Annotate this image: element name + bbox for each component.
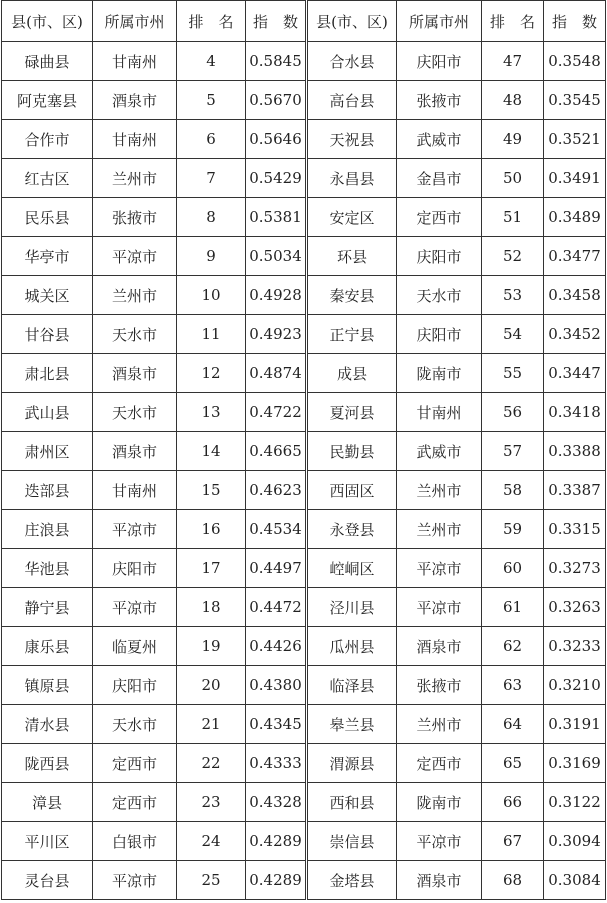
cell-city-right: 武威市 bbox=[397, 120, 482, 159]
cell-rank-left: 10 bbox=[177, 276, 246, 315]
cell-city-right: 平凉市 bbox=[397, 549, 482, 588]
cell-index-left: 0.5845 bbox=[246, 42, 307, 81]
cell-rank-right: 56 bbox=[482, 393, 544, 432]
header-city-left: 所属市州 bbox=[93, 1, 177, 42]
cell-city-left: 定西市 bbox=[93, 744, 177, 783]
cell-index-left: 0.4722 bbox=[246, 393, 307, 432]
cell-rank-right: 66 bbox=[482, 783, 544, 822]
cell-city-left: 平凉市 bbox=[93, 237, 177, 276]
table-row bbox=[2, 588, 606, 627]
cell-index-right: 0.3210 bbox=[544, 666, 606, 705]
table-row bbox=[2, 861, 606, 900]
table-row bbox=[2, 276, 606, 315]
cell-county-left: 平川区 bbox=[2, 822, 93, 861]
cell-city-right: 甘南州 bbox=[397, 393, 482, 432]
header-county-left: 县(市、区) bbox=[2, 1, 93, 42]
cell-rank-right: 68 bbox=[482, 861, 544, 900]
cell-city-right: 平凉市 bbox=[397, 822, 482, 861]
table-row bbox=[2, 42, 606, 81]
cell-county-left: 城关区 bbox=[2, 276, 93, 315]
cell-index-right: 0.3084 bbox=[544, 861, 606, 900]
cell-city-right: 酒泉市 bbox=[397, 627, 482, 666]
cell-county-left: 肃州区 bbox=[2, 432, 93, 471]
cell-rank-left: 25 bbox=[177, 861, 246, 900]
cell-city-left: 甘南州 bbox=[93, 471, 177, 510]
table-row bbox=[2, 549, 606, 588]
cell-county-right: 高台县 bbox=[307, 81, 397, 120]
cell-county-left: 灵台县 bbox=[2, 861, 93, 900]
cell-rank-right: 59 bbox=[482, 510, 544, 549]
cell-rank-right: 61 bbox=[482, 588, 544, 627]
cell-city-left: 酒泉市 bbox=[93, 432, 177, 471]
cell-city-right: 平凉市 bbox=[397, 588, 482, 627]
cell-city-left: 甘南州 bbox=[93, 120, 177, 159]
cell-rank-left: 11 bbox=[177, 315, 246, 354]
cell-rank-right: 58 bbox=[482, 471, 544, 510]
cell-index-right: 0.3491 bbox=[544, 159, 606, 198]
cell-county-right: 西和县 bbox=[307, 783, 397, 822]
cell-index-left: 0.4497 bbox=[246, 549, 307, 588]
cell-index-right: 0.3263 bbox=[544, 588, 606, 627]
table-row bbox=[2, 159, 606, 198]
cell-county-right: 秦安县 bbox=[307, 276, 397, 315]
cell-index-right: 0.3452 bbox=[544, 315, 606, 354]
cell-index-right: 0.3548 bbox=[544, 42, 606, 81]
table-row bbox=[2, 120, 606, 159]
cell-index-right: 0.3233 bbox=[544, 627, 606, 666]
cell-county-right: 永登县 bbox=[307, 510, 397, 549]
cell-rank-left: 23 bbox=[177, 783, 246, 822]
header-index-left: 指 数 bbox=[246, 1, 307, 42]
cell-county-left: 华亭市 bbox=[2, 237, 93, 276]
cell-county-left: 清水县 bbox=[2, 705, 93, 744]
cell-city-right: 酒泉市 bbox=[397, 861, 482, 900]
cell-index-left: 0.4426 bbox=[246, 627, 307, 666]
cell-county-left: 阿克塞县 bbox=[2, 81, 93, 120]
cell-index-left: 0.4534 bbox=[246, 510, 307, 549]
cell-index-right: 0.3169 bbox=[544, 744, 606, 783]
cell-index-right: 0.3447 bbox=[544, 354, 606, 393]
table-header bbox=[2, 1, 606, 42]
cell-county-right: 正宁县 bbox=[307, 315, 397, 354]
cell-rank-left: 24 bbox=[177, 822, 246, 861]
cell-rank-left: 7 bbox=[177, 159, 246, 198]
cell-city-right: 庆阳市 bbox=[397, 237, 482, 276]
table-row bbox=[2, 783, 606, 822]
cell-city-left: 天水市 bbox=[93, 705, 177, 744]
cell-city-right: 金昌市 bbox=[397, 159, 482, 198]
cell-city-left: 甘南州 bbox=[93, 42, 177, 81]
cell-county-left: 陇西县 bbox=[2, 744, 93, 783]
cell-city-left: 酒泉市 bbox=[93, 81, 177, 120]
cell-city-left: 庆阳市 bbox=[93, 549, 177, 588]
cell-county-left: 漳县 bbox=[2, 783, 93, 822]
cell-city-right: 张掖市 bbox=[397, 81, 482, 120]
cell-rank-left: 17 bbox=[177, 549, 246, 588]
table-row bbox=[2, 81, 606, 120]
cell-county-right: 天祝县 bbox=[307, 120, 397, 159]
cell-index-right: 0.3122 bbox=[544, 783, 606, 822]
header-rank-right: 排 名 bbox=[482, 1, 544, 42]
cell-rank-right: 57 bbox=[482, 432, 544, 471]
cell-county-right: 泾川县 bbox=[307, 588, 397, 627]
cell-rank-left: 16 bbox=[177, 510, 246, 549]
header-rank-left: 排 名 bbox=[177, 1, 246, 42]
cell-rank-right: 49 bbox=[482, 120, 544, 159]
cell-rank-left: 9 bbox=[177, 237, 246, 276]
cell-rank-left: 12 bbox=[177, 354, 246, 393]
cell-index-right: 0.3315 bbox=[544, 510, 606, 549]
cell-county-right: 民勤县 bbox=[307, 432, 397, 471]
cell-city-left: 白银市 bbox=[93, 822, 177, 861]
table-row bbox=[2, 315, 606, 354]
cell-city-left: 平凉市 bbox=[93, 588, 177, 627]
cell-rank-right: 50 bbox=[482, 159, 544, 198]
ranking-table bbox=[1, 0, 606, 900]
cell-rank-right: 53 bbox=[482, 276, 544, 315]
header-county-right: 县(市、区) bbox=[307, 1, 397, 42]
cell-county-left: 民乐县 bbox=[2, 198, 93, 237]
table-row bbox=[2, 354, 606, 393]
table-row bbox=[2, 666, 606, 705]
cell-rank-left: 18 bbox=[177, 588, 246, 627]
cell-index-right: 0.3458 bbox=[544, 276, 606, 315]
cell-county-left: 华池县 bbox=[2, 549, 93, 588]
table-row bbox=[2, 393, 606, 432]
cell-county-right: 永昌县 bbox=[307, 159, 397, 198]
cell-rank-left: 22 bbox=[177, 744, 246, 783]
cell-city-left: 平凉市 bbox=[93, 510, 177, 549]
table-row bbox=[2, 237, 606, 276]
cell-index-right: 0.3418 bbox=[544, 393, 606, 432]
cell-index-right: 0.3191 bbox=[544, 705, 606, 744]
cell-rank-right: 48 bbox=[482, 81, 544, 120]
cell-index-left: 0.4665 bbox=[246, 432, 307, 471]
header-index-right: 指 数 bbox=[544, 1, 606, 42]
cell-index-left: 0.4328 bbox=[246, 783, 307, 822]
cell-index-left: 0.5381 bbox=[246, 198, 307, 237]
cell-city-right: 天水市 bbox=[397, 276, 482, 315]
table-row bbox=[2, 744, 606, 783]
cell-county-right: 成县 bbox=[307, 354, 397, 393]
cell-county-right: 渭源县 bbox=[307, 744, 397, 783]
cell-city-left: 天水市 bbox=[93, 393, 177, 432]
cell-county-right: 夏河县 bbox=[307, 393, 397, 432]
cell-county-right: 崆峒区 bbox=[307, 549, 397, 588]
table-row bbox=[2, 627, 606, 666]
cell-county-right: 崇信县 bbox=[307, 822, 397, 861]
cell-rank-right: 65 bbox=[482, 744, 544, 783]
cell-city-left: 兰州市 bbox=[93, 276, 177, 315]
cell-rank-right: 51 bbox=[482, 198, 544, 237]
table-row bbox=[2, 510, 606, 549]
cell-city-left: 庆阳市 bbox=[93, 666, 177, 705]
cell-index-right: 0.3273 bbox=[544, 549, 606, 588]
cell-rank-left: 5 bbox=[177, 81, 246, 120]
cell-index-right: 0.3521 bbox=[544, 120, 606, 159]
cell-rank-left: 8 bbox=[177, 198, 246, 237]
cell-city-left: 兰州市 bbox=[93, 159, 177, 198]
cell-rank-left: 21 bbox=[177, 705, 246, 744]
table-row bbox=[2, 471, 606, 510]
cell-county-right: 环县 bbox=[307, 237, 397, 276]
cell-index-left: 0.4289 bbox=[246, 861, 307, 900]
cell-rank-right: 63 bbox=[482, 666, 544, 705]
cell-city-left: 临夏州 bbox=[93, 627, 177, 666]
cell-city-right: 定西市 bbox=[397, 198, 482, 237]
cell-rank-right: 54 bbox=[482, 315, 544, 354]
cell-rank-left: 6 bbox=[177, 120, 246, 159]
cell-index-left: 0.5429 bbox=[246, 159, 307, 198]
cell-index-left: 0.4472 bbox=[246, 588, 307, 627]
cell-county-right: 瓜州县 bbox=[307, 627, 397, 666]
cell-rank-left: 19 bbox=[177, 627, 246, 666]
cell-index-right: 0.3388 bbox=[544, 432, 606, 471]
cell-index-right: 0.3094 bbox=[544, 822, 606, 861]
cell-city-left: 平凉市 bbox=[93, 861, 177, 900]
table-row bbox=[2, 705, 606, 744]
cell-county-right: 安定区 bbox=[307, 198, 397, 237]
cell-rank-left: 20 bbox=[177, 666, 246, 705]
cell-city-left: 天水市 bbox=[93, 315, 177, 354]
cell-county-right: 皋兰县 bbox=[307, 705, 397, 744]
table-body bbox=[2, 42, 606, 900]
cell-county-right: 合水县 bbox=[307, 42, 397, 81]
cell-rank-right: 62 bbox=[482, 627, 544, 666]
cell-city-left: 张掖市 bbox=[93, 198, 177, 237]
cell-rank-right: 47 bbox=[482, 42, 544, 81]
cell-index-right: 0.3477 bbox=[544, 237, 606, 276]
table-row bbox=[2, 198, 606, 237]
cell-index-right: 0.3545 bbox=[544, 81, 606, 120]
cell-county-left: 合作市 bbox=[2, 120, 93, 159]
cell-county-right: 金塔县 bbox=[307, 861, 397, 900]
cell-city-right: 张掖市 bbox=[397, 666, 482, 705]
table-row bbox=[2, 432, 606, 471]
cell-county-left: 碌曲县 bbox=[2, 42, 93, 81]
cell-county-left: 武山县 bbox=[2, 393, 93, 432]
cell-rank-left: 14 bbox=[177, 432, 246, 471]
cell-county-left: 镇原县 bbox=[2, 666, 93, 705]
cell-county-left: 甘谷县 bbox=[2, 315, 93, 354]
cell-index-right: 0.3489 bbox=[544, 198, 606, 237]
cell-county-left: 迭部县 bbox=[2, 471, 93, 510]
cell-rank-right: 52 bbox=[482, 237, 544, 276]
cell-index-left: 0.4623 bbox=[246, 471, 307, 510]
table-row bbox=[2, 822, 606, 861]
cell-city-right: 庆阳市 bbox=[397, 315, 482, 354]
cell-city-right: 定西市 bbox=[397, 744, 482, 783]
cell-city-right: 兰州市 bbox=[397, 510, 482, 549]
cell-county-left: 庄浪县 bbox=[2, 510, 93, 549]
cell-county-left: 肃北县 bbox=[2, 354, 93, 393]
cell-county-left: 静宁县 bbox=[2, 588, 93, 627]
cell-rank-left: 13 bbox=[177, 393, 246, 432]
header-city-right: 所属市州 bbox=[397, 1, 482, 42]
cell-index-left: 0.5646 bbox=[246, 120, 307, 159]
cell-county-left: 康乐县 bbox=[2, 627, 93, 666]
cell-index-left: 0.4380 bbox=[246, 666, 307, 705]
cell-index-left: 0.4289 bbox=[246, 822, 307, 861]
cell-index-left: 0.4928 bbox=[246, 276, 307, 315]
cell-city-right: 兰州市 bbox=[397, 705, 482, 744]
cell-index-left: 0.4874 bbox=[246, 354, 307, 393]
cell-index-left: 0.5670 bbox=[246, 81, 307, 120]
cell-city-right: 武威市 bbox=[397, 432, 482, 471]
cell-city-left: 定西市 bbox=[93, 783, 177, 822]
cell-index-left: 0.4345 bbox=[246, 705, 307, 744]
cell-rank-right: 64 bbox=[482, 705, 544, 744]
cell-index-left: 0.4923 bbox=[246, 315, 307, 354]
cell-index-left: 0.4333 bbox=[246, 744, 307, 783]
cell-county-left: 红古区 bbox=[2, 159, 93, 198]
cell-county-right: 西固区 bbox=[307, 471, 397, 510]
cell-city-right: 陇南市 bbox=[397, 354, 482, 393]
cell-rank-right: 55 bbox=[482, 354, 544, 393]
cell-county-right: 临泽县 bbox=[307, 666, 397, 705]
cell-rank-right: 67 bbox=[482, 822, 544, 861]
cell-rank-right: 60 bbox=[482, 549, 544, 588]
cell-rank-left: 4 bbox=[177, 42, 246, 81]
cell-rank-left: 15 bbox=[177, 471, 246, 510]
cell-index-right: 0.3387 bbox=[544, 471, 606, 510]
cell-city-left: 酒泉市 bbox=[93, 354, 177, 393]
cell-city-right: 庆阳市 bbox=[397, 42, 482, 81]
cell-index-left: 0.5034 bbox=[246, 237, 307, 276]
header-row bbox=[2, 1, 606, 42]
cell-city-right: 陇南市 bbox=[397, 783, 482, 822]
cell-city-right: 兰州市 bbox=[397, 471, 482, 510]
